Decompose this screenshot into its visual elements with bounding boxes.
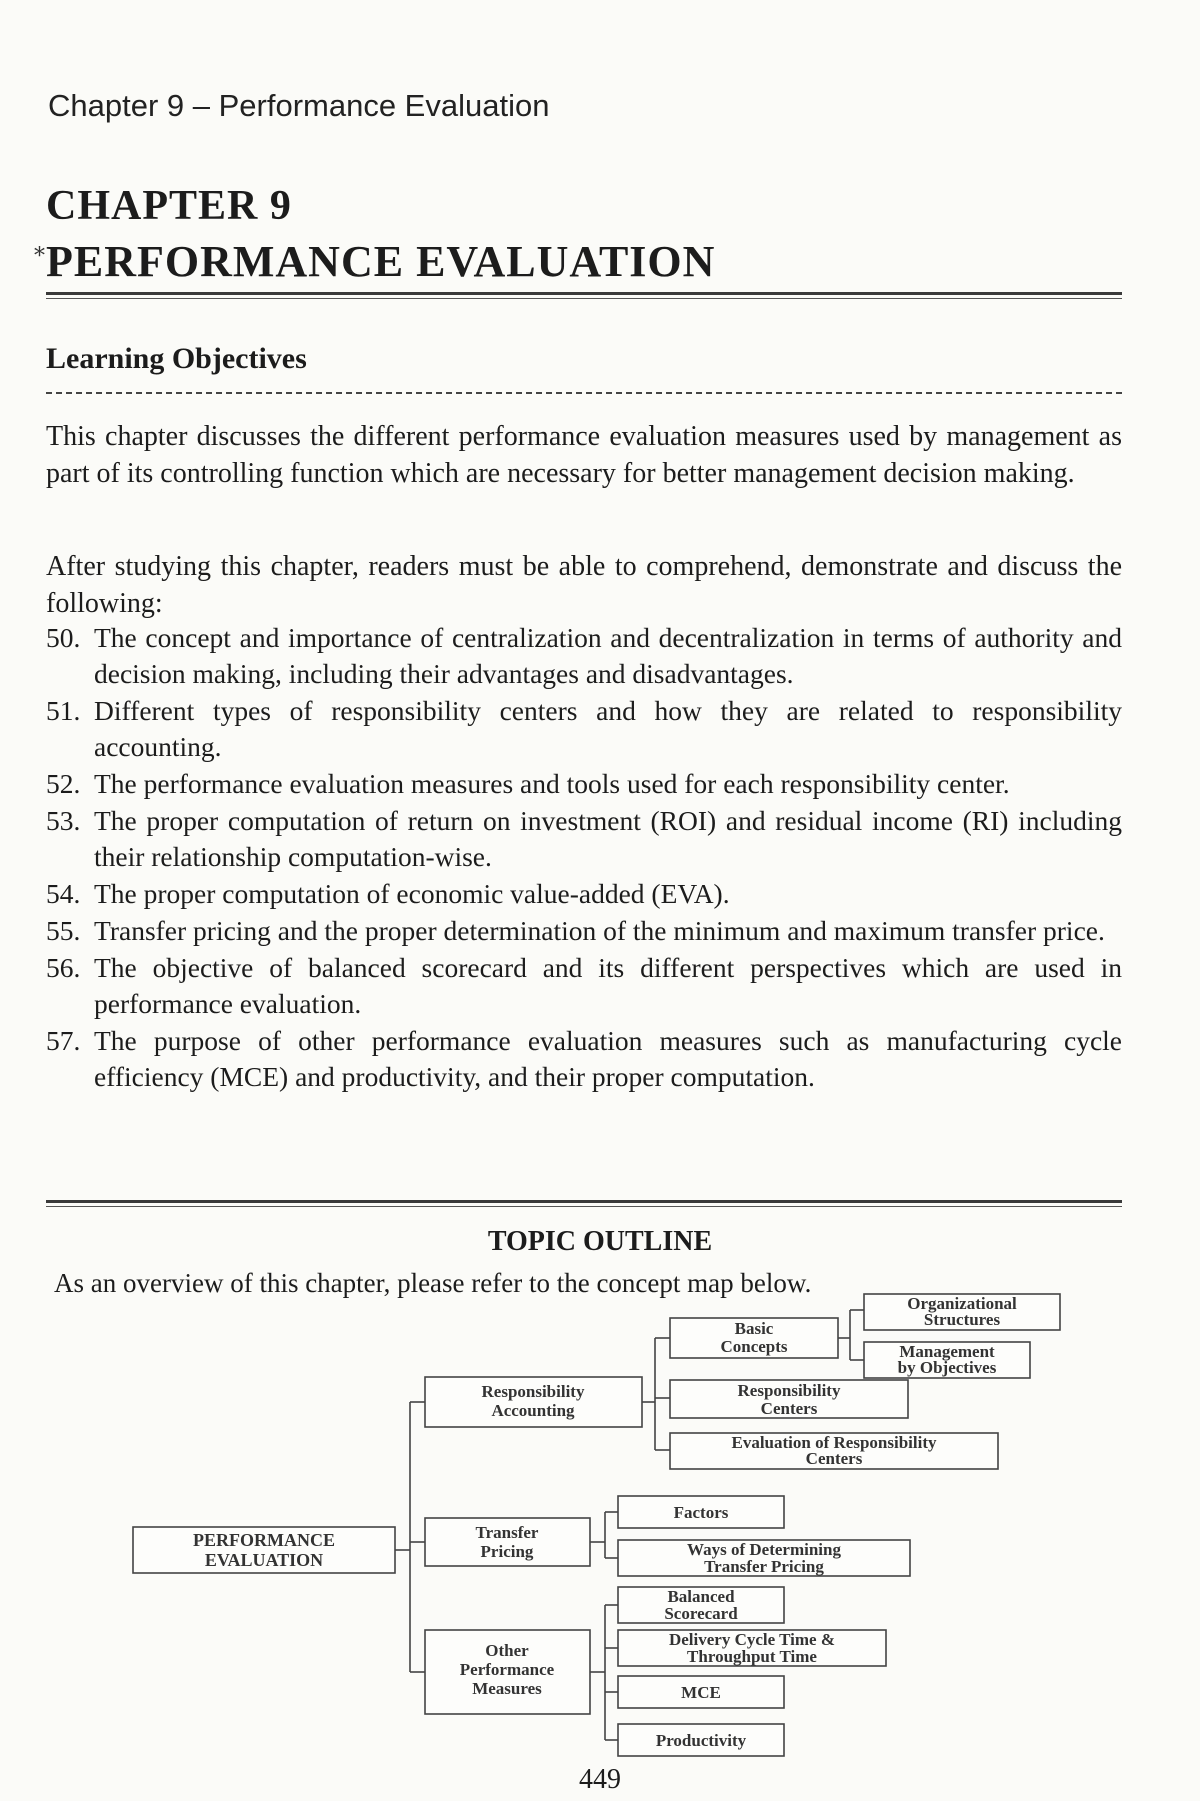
list-item [46,913,1122,949]
svg-text:Basic: Basic [734,1319,774,1338]
page-number: 449 [579,1764,621,1795]
svg-text:Pricing: Pricing [480,1542,534,1561]
item-text: Transfer pricing and the proper determination of the minimum and maximum transfer price. [94,915,1105,946]
item-number: 55. [46,915,81,946]
svg-text:Evaluation of Responsibility: Evaluation of Responsibility [731,1433,937,1452]
item-text: The performance evaluation measures and tools used for each responsibility center. [94,768,1010,799]
topic-outline-heading: TOPIC OUTLINE [487,1226,713,1257]
svg-text:Performance: Performance [459,1660,555,1679]
ways-of-determining-node [618,1540,910,1576]
svg-text:Productivity: Productivity [655,1731,747,1750]
list-item [46,766,1122,802]
svg-text:Transfer: Transfer [475,1523,539,1542]
svg-text:Ways of Determining: Ways of Determining [687,1540,841,1559]
root-node [133,1527,395,1573]
factors-node [618,1496,784,1528]
svg-text:Throughput Time: Throughput Time [687,1647,817,1666]
concept-map [0,1290,1200,1760]
handwritten-star-mark: * [34,244,45,269]
item-text: The concept and importance of centralization and decentralization in terms of authority and decision making, including their advantages and disadvantages. [94,622,1122,689]
management-by-objectives-node [864,1342,1030,1378]
svg-text:Scorecard: Scorecard [664,1604,738,1623]
svg-text:Other: Other [485,1641,529,1660]
mce-node [618,1676,784,1708]
svg-text:Balanced: Balanced [667,1587,735,1606]
svg-text:Organizational: Organizational [907,1294,1017,1313]
list-item [46,1023,1122,1095]
title-rule [46,292,1122,299]
productivity-node [618,1724,784,1756]
item-number: 54. [46,878,81,909]
delivery-cycle-time-node [618,1630,886,1666]
item-number: 50. [46,622,81,653]
svg-text:Centers: Centers [760,1399,818,1418]
learning-objectives-heading: Learning Objectives [46,342,307,375]
svg-text:Management: Management [899,1342,995,1361]
svg-text:Concepts: Concepts [720,1337,788,1356]
item-text: The purpose of other performance evaluation measures such as manufacturing cycle efficiency (MCE) and productivity, and their proper computation. [94,1025,1122,1092]
evaluation-of-responsibility-centers-node [670,1433,998,1469]
section-rule [46,1200,1122,1207]
basic-concepts-node [670,1318,838,1358]
item-number: 56. [46,952,81,983]
organizational-structures-node [864,1294,1060,1330]
svg-text:Transfer Pricing: Transfer Pricing [704,1557,824,1576]
item-text: Different types of responsibility centers and how they are related to responsibility accounting. [94,695,1122,762]
topic-outline-intro: As an overview of this chapter, please refer to the concept map below. [54,1268,812,1298]
lead-paragraph: After studying this chapter, readers must be able to comprehend, demonstrate and discuss the following: [46,551,1122,619]
responsibility-centers-node [670,1380,908,1418]
svg-text:Responsibility: Responsibility [481,1382,585,1401]
intro-paragraph: This chapter discusses the different performance evaluation measures used by management as part of its controlling function which are necessary for better management decision making. [46,421,1122,489]
list-item [46,693,1122,765]
responsibility-accounting-node [425,1377,642,1427]
svg-text:Centers: Centers [805,1449,863,1468]
running-header: Chapter 9 – Performance Evaluation [48,88,550,123]
item-text: The proper computation of economic value-added (EVA). [94,878,730,909]
list-item [46,803,1122,875]
list-item [46,620,1122,692]
list-item [46,876,1122,912]
svg-text:MCE: MCE [681,1683,721,1702]
chapter-title: PERFORMANCE EVALUATION [46,237,716,286]
item-text: The objective of balanced scorecard and its different perspectives which are used in performance evaluation. [94,952,1122,1019]
svg-text:by Objectives: by Objectives [897,1358,997,1377]
svg-text:Accounting: Accounting [491,1401,575,1420]
svg-text:Delivery Cycle Time &: Delivery Cycle Time & [668,1630,836,1649]
svg-text:Responsibility: Responsibility [737,1381,841,1400]
item-number: 52. [46,768,81,799]
balanced-scorecard-node [618,1587,784,1623]
other-performance-measures-node [425,1630,590,1714]
transfer-pricing-node [425,1518,590,1566]
item-number: 57. [46,1025,81,1056]
svg-text:EVALUATION: EVALUATION [204,1550,324,1570]
item-number: 53. [46,805,81,836]
item-text: The proper computation of return on investment (ROI) and residual income (RI) including their relationship computation-wise. [94,805,1122,872]
objectives-list [46,620,1122,1096]
chapter-number: CHAPTER 9 [46,183,292,229]
list-item [46,950,1122,1022]
item-number: 51. [46,695,81,726]
svg-text:Structures: Structures [923,1310,1001,1329]
svg-text:Factors: Factors [673,1503,729,1522]
svg-text:Measures: Measures [472,1679,542,1698]
svg-text:PERFORMANCE: PERFORMANCE [193,1530,335,1550]
dashed-divider [46,392,1122,394]
